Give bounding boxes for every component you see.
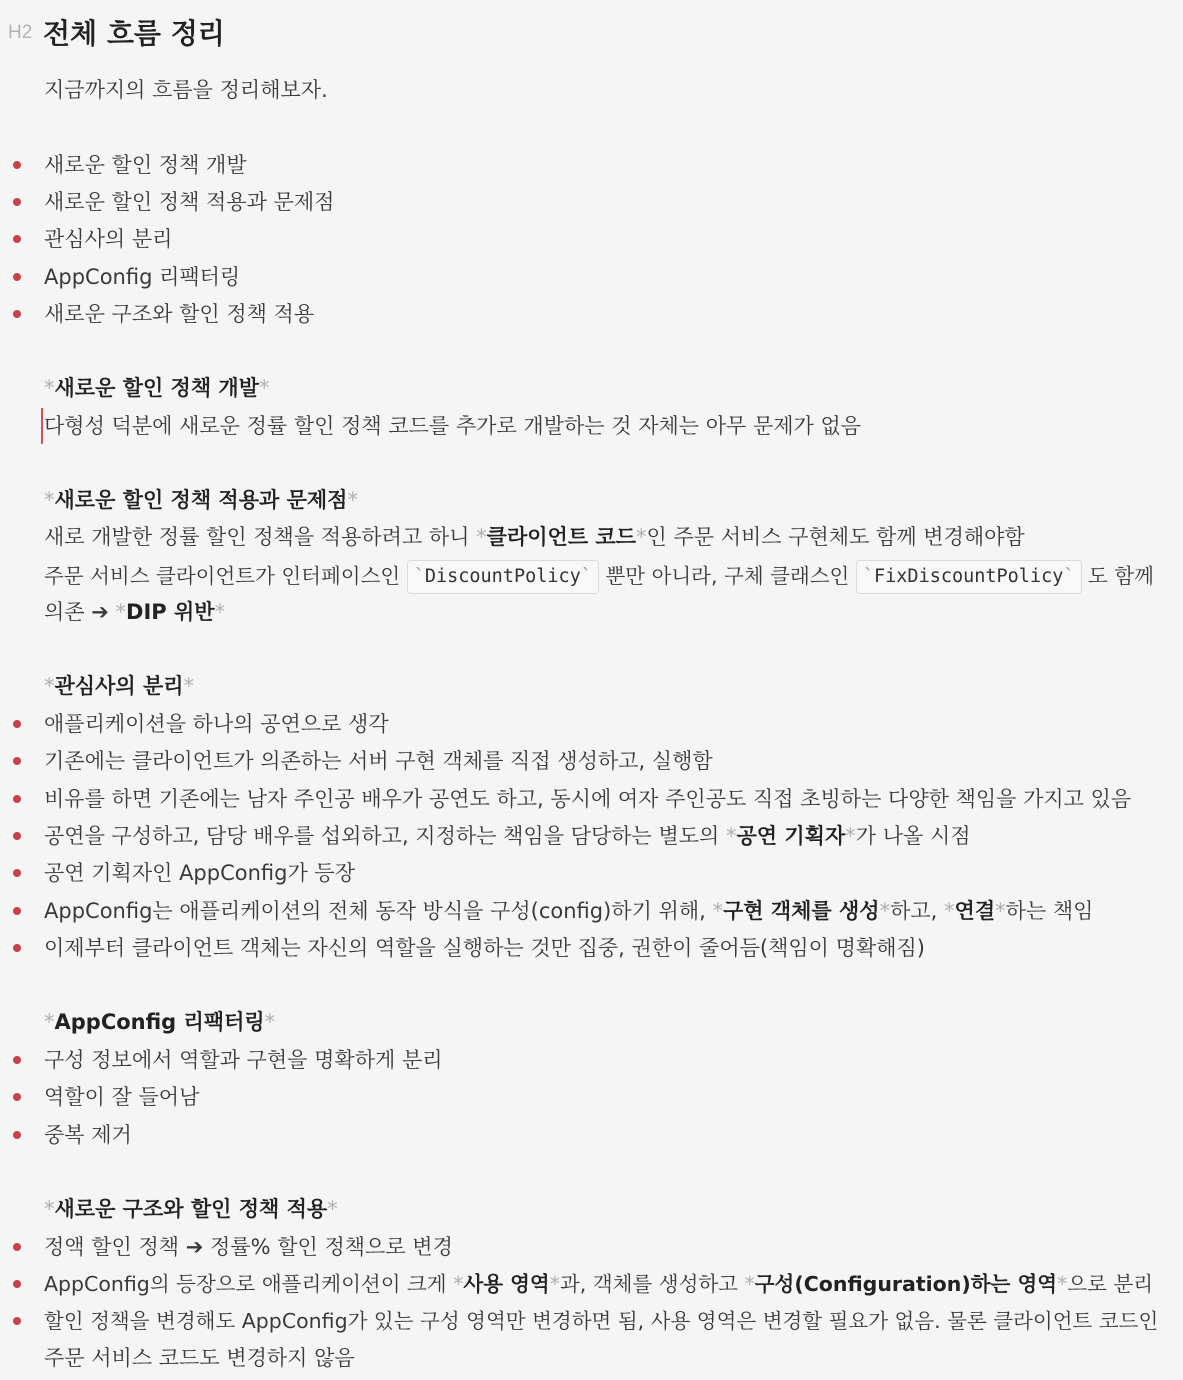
bold-text: 구현 객체를 생성 [722,899,880,923]
text-span: AppConfig의 등장으로 애플리케이션이 크게 [44,1272,454,1296]
bullet-icon [13,1131,21,1139]
text-cursor [41,408,43,444]
bullet-icon [13,310,21,318]
bullet-icon [13,198,21,206]
toc-item[interactable]: 새로운 구조와 할인 정책 적용 [44,302,315,326]
list-item[interactable]: 정액 할인 정책 ➔ 정률% 할인 정책으로 변경 [44,1235,453,1259]
bold-text: 구성(Configuration)하는 영역 [754,1272,1058,1296]
bold-text: 공연 기획자 [736,824,846,848]
heading-level-marker: H2 [8,22,33,43]
text-span: 새로 개발한 정률 할인 정책을 적용하려고 하니 [44,525,477,549]
section-title-text: 새로운 구조와 할인 정책 적용 [54,1197,328,1221]
list-item-continuation[interactable]: 주문 서비스 코드도 변경하지 않음 [44,1346,355,1370]
bullet-icon [13,907,21,915]
list-item[interactable]: 이제부터 클라이언트 객체는 자신의 역할을 실행하는 것만 집중, 권한이 줄어듬(책임이 명확해짐) [44,936,925,960]
list-item[interactable]: 구성 정보에서 역할과 구현을 명확하게 분리 [44,1048,443,1072]
list-item[interactable]: 역할이 잘 들어남 [44,1085,200,1109]
section-title[interactable]: *새로운 구조와 할인 정책 적용* [44,1197,338,1221]
text-span: 뿐만 아니라, 구체 클래스인 [598,564,856,588]
bullet-icon [13,832,21,840]
bullet-icon [13,720,21,728]
list-item[interactable]: 기존에는 클라이언트가 의존하는 서버 구현 객체를 직접 생성하고, 실행함 [44,749,713,773]
bullet-icon [13,1056,21,1064]
toc-item[interactable]: 새로운 할인 정책 개발 [44,153,247,177]
section-title-text: AppConfig 리팩터링 [54,1010,265,1034]
text-span: 의존 ➔ [44,600,116,624]
bold-text: 사용 영역 [463,1272,550,1296]
bold-text: DIP 위반 [126,600,215,624]
toc-item[interactable]: 새로운 할인 정책 적용과 문제점 [44,190,335,214]
list-item[interactable]: 할인 정책을 변경해도 AppConfig가 있는 구성 영역만 변경하면 됨, 사용 영역은 변경할 필요가 없음. 물론 클라이언트 코드인 [44,1309,1159,1333]
inline-code: `FixDiscountPolicy` [856,560,1082,594]
section-title-text: 관심사의 분리 [54,674,184,698]
paragraph-line[interactable]: 의존 ➔ *DIP 위반* [44,600,226,624]
section-title[interactable]: *관심사의 분리* [44,674,195,698]
paragraph-line[interactable] [44,560,1154,590]
bullet-icon [13,161,21,169]
text-span: 하는 책임 [1005,899,1094,923]
text-span: 도 함께 [1081,564,1154,588]
list-item[interactable]: 비유를 하면 기존에는 남자 주인공 배우가 공연도 하고, 동시에 여자 주인공도 직접 초빙하는 다양한 책임을 가지고 있음 [44,787,1132,811]
section-title-text: 새로운 할인 정책 적용과 문제점 [54,488,348,512]
bullet-icon [13,795,21,803]
section-title-text: 새로운 할인 정책 개발 [54,376,260,400]
text-span: AppConfig는 애플리케이션의 전체 동작 방식을 구성(config)하기 위해, [44,899,713,923]
bold-text: 클라이언트 코드 [486,525,636,549]
list-item[interactable]: 공연 기획자인 AppConfig가 등장 [44,861,356,885]
bullet-icon [13,1280,21,1288]
list-item[interactable]: AppConfig는 애플리케이션의 전체 동작 방식을 구성(config)하기 위해, *구현 객체를 생성*하고, *연결*하는 책임 [44,899,1094,923]
bold-text: 연결 [954,899,996,923]
list-item[interactable]: 애플리케이션을 하나의 공연으로 생각 [44,712,389,736]
text-span: 가 나올 시점 [855,824,971,848]
inline-code: `DiscountPolicy` [407,560,599,594]
paragraph[interactable]: 다형성 덕분에 새로운 정률 할인 정책 코드를 추가로 개발하는 것 자체는 아무 문제가 없음 [44,414,862,438]
page-title[interactable]: 전체 흐름 정리 [43,17,225,50]
bullet-icon [13,273,21,281]
text-span: 과, 객체를 생성하고 [560,1272,745,1296]
list-item[interactable]: AppConfig의 등장으로 애플리케이션이 크게 *사용 영역*과, 객체를 생성하고 *구성(Configuration)하는 영역*으로 분리 [44,1272,1154,1296]
text-span: 으로 분리 [1067,1272,1154,1296]
text-span: 주문 서비스 클라이언트가 인터페이스인 [44,564,407,588]
text-span: 하고, [890,899,945,923]
bullet-icon [13,1243,21,1251]
bullet-icon [13,757,21,765]
intro-text[interactable]: 지금까지의 흐름을 정리해보자. [44,78,328,102]
bullet-icon [13,869,21,877]
toc-item[interactable]: AppConfig 리팩터링 [44,265,241,289]
paragraph-line[interactable]: 새로 개발한 정률 할인 정책을 적용하려고 하니 *클라이언트 코드*인 주문 서비스 구현체도 함께 변경해야함 [44,525,1025,549]
section-title[interactable]: *새로운 할인 정책 적용과 문제점* [44,488,358,512]
bullet-icon [13,1093,21,1101]
toc-item[interactable]: 관심사의 분리 [44,227,173,251]
section-title[interactable]: *새로운 할인 정책 개발* [44,376,270,400]
text-span: 인 주문 서비스 구현체도 함께 변경해야함 [646,525,1025,549]
bullet-icon [13,1317,21,1325]
bullet-icon [13,235,21,243]
bullet-icon [13,944,21,952]
section-title[interactable]: *AppConfig 리팩터링* [44,1010,276,1034]
list-item[interactable]: 공연을 구성하고, 담당 배우를 섭외하고, 지정하는 책임을 담당하는 별도의 *공연 기획자*가 나올 시점 [44,824,971,848]
text-span: 공연을 구성하고, 담당 배우를 섭외하고, 지정하는 책임을 담당하는 별도의 [44,824,727,848]
list-item[interactable]: 중복 제거 [44,1123,132,1147]
